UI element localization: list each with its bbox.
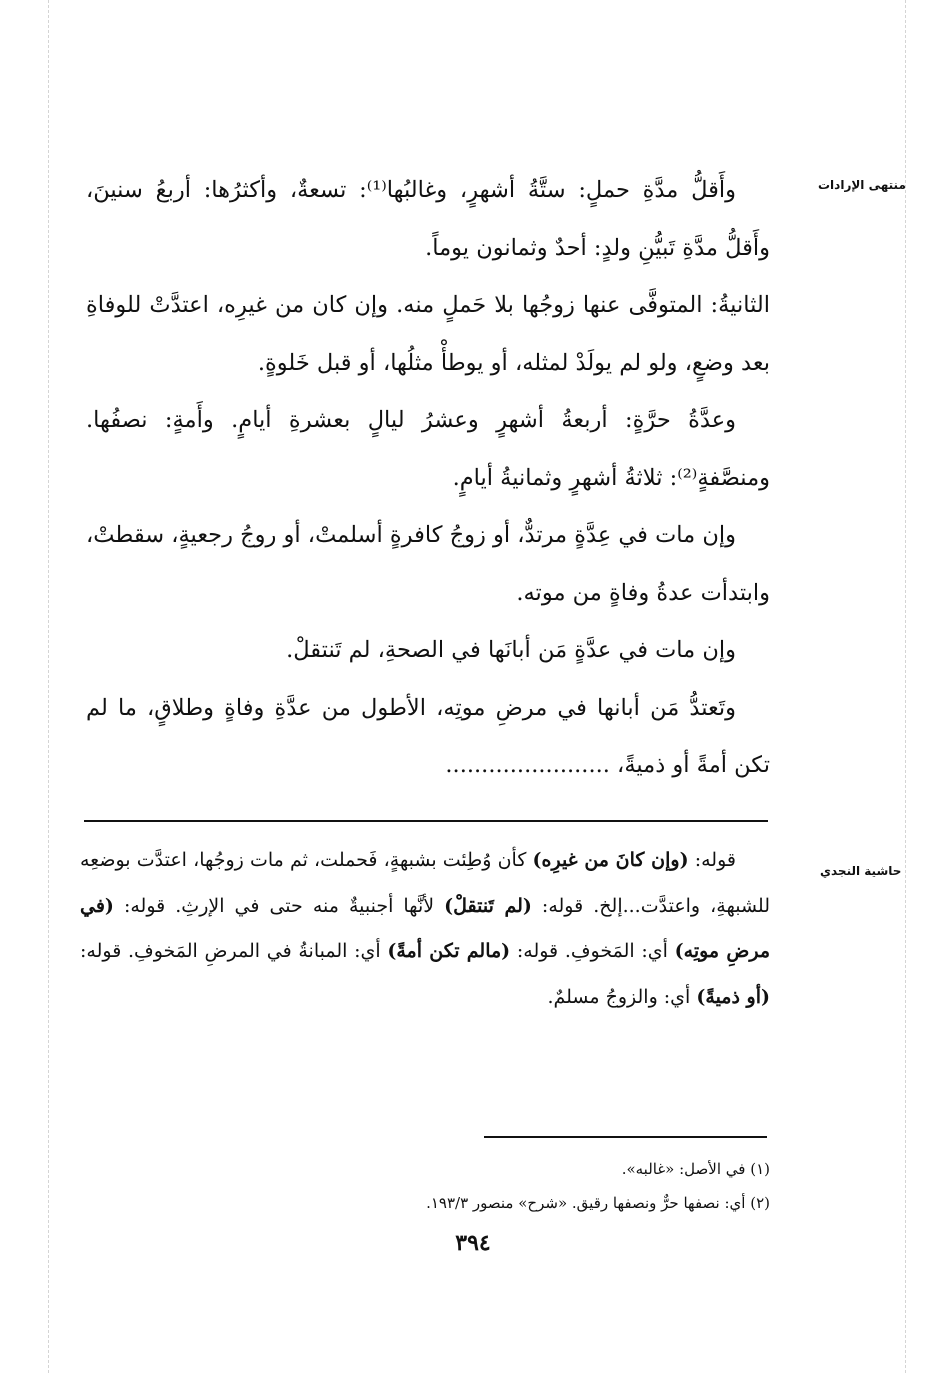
main-paragraph: وإن مات في عدَّةٍ مَن أبانَها في الصحةِ، لم تَنتقلْ.: [286, 637, 736, 663]
footnote: (٢) أي: نصفها حرٌّ ونصفها رقيق. «شرح» منصور ١٩٣/٣.: [426, 1194, 770, 1212]
commentary-segment: لأنَّها أجنبيةٌ منه حتى في الإرثِ. قوله:: [113, 894, 445, 917]
commentary-segment: أي: والزوجُ مسلمٌ.: [547, 985, 697, 1008]
commentary-quote: (لم تَنتقلْ): [444, 894, 532, 917]
main-paragraph: وعدَّةُ حرَّةٍ: أربعةُ أشهرٍ وعشرُ ليالٍ بعشرةِ أيامٍ. وأَمةٍ: نصفُها. ومنصَّفةٍ⁽²⁾: ثلاثةُ أشهرٍ وثمانيةُ أيامٍ.: [86, 407, 770, 491]
commentary-segment: كأن وُطِئت بشبهةٍ، فَحملت، ثم مات زوجُها، اعتدَّت بوضعِه للشبهةِ، واعتدَّت...إلخ. قوله:: [80, 849, 770, 917]
commentary-quote: (في مرضِ موتِه): [80, 894, 770, 962]
footnote: (١) في الأصل: «غالبه».: [621, 1160, 770, 1178]
main-paragraph: وأَقلُّ مدَّةِ حملٍ: ستَّةُ أشهرٍ، وغالبُها⁽¹⁾: تسعةٌ، وأكثرُها: أربعُ سنينَ، وأَقلُّ مدَّةِ تَبيُّنِ ولدٍ: أحدٌ وثمانون يوماً.: [86, 177, 770, 261]
matn-book-label: منتهى الإرادات: [818, 178, 906, 192]
scan-edge-right: [905, 0, 906, 1373]
main-text: [86, 162, 770, 795]
footnote-separator: [484, 1136, 767, 1138]
commentary-quote: (وإن كانَ من غيرِه): [532, 849, 689, 871]
scan-edge-left: [48, 0, 49, 1373]
page-number: ٣٩٤: [455, 1230, 491, 1256]
main-text-separator: [84, 820, 768, 822]
commentary-quote: (مالم تكن أمةً): [387, 940, 511, 962]
footnotes: [80, 1152, 770, 1220]
commentary-segment: قوله:: [688, 849, 736, 871]
commentary-text: [80, 838, 770, 1020]
commentary-quote: (أو ذميةً): [696, 985, 770, 1008]
main-paragraph: الثانيةُ: المتوفَّى عنها زوجُها بلا حَملٍ منه. وإن كان من غيرِه، اعتدَّتْ للوفاةِ بعد وضعٍ، ولو لم يولَدْ لمثله، أو يوطأْ مثلُها، أو قبل خَلوةٍ.: [86, 292, 770, 376]
main-paragraph: وتَعتدُّ مَن أبانها في مرضِ موتِه، الأطول من عدَّةِ وفاةٍ وطلاقٍ، ما لم تكن أمةً أو ذميةً، .......................: [86, 694, 770, 778]
commentary-segment: أي: المَخوفِ. قوله:: [510, 940, 675, 962]
main-paragraph: وإن مات في عِدَّةٍ مرتدٌّ، أو زوجُ كافرةٍ أسلمتْ، أو روجُ رجعيةٍ، سقطتْ، وابتدأت عدةُ وفاةٍ من موته.: [86, 522, 770, 606]
commentary-segment: أي: المبانةُ في المرضِ المَخوفِ. قوله:: [80, 940, 388, 962]
hashiya-book-label: حاشية النجدي: [820, 864, 902, 878]
